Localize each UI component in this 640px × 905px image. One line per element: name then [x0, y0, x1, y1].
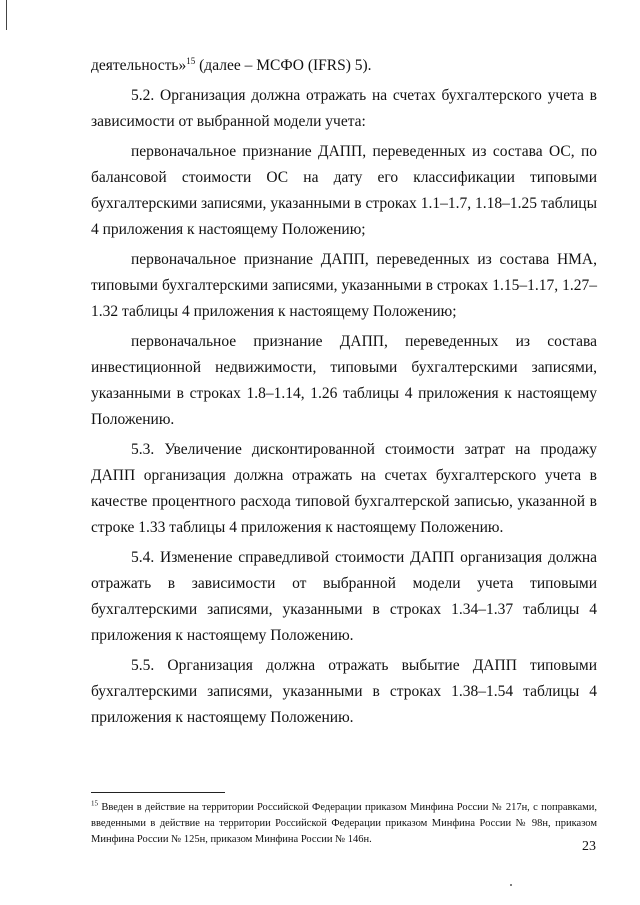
paragraph-item-nma: первоначальное признание ДАПП, переведенных из состава НМА, типовыми бухгалтерскими записями, указанными в строках 1.15–1.17, 1.27–1.32 таблицы 4 приложения к настоящему Положению;	[91, 251, 597, 320]
paragraph-continuation	[91, 53, 597, 79]
footnote	[91, 800, 597, 848]
scan-edge-mark	[6, 0, 7, 30]
scan-speck	[510, 884, 512, 886]
document-body	[91, 53, 597, 731]
continuation-text: деятельность»	[91, 57, 187, 74]
paragraph-item-os: первоначальное признание ДАПП, переведенных из состава ОС, по балансовой стоимости ОС на дату его классификации типовыми бухгалтерскими записями, указанными в строках 1.1–1.7, 1.18–1.25 таблицы 4 приложения к настоящему Положению;	[91, 143, 597, 238]
continuation-text-rest: (далее – МСФО (IFRS) 5).	[195, 57, 372, 74]
paragraph-5-2: 5.2. Организация должна отражать на счетах бухгалтерского учета в зависимости от выбранной модели учета:	[91, 87, 597, 130]
footnote-number: 15	[91, 799, 98, 808]
paragraph-5-3: 5.3. Увеличение дисконтированной стоимости затрат на продажу ДАПП организация должна отражать на счетах бухгалтерского учета в качестве процентного расхода типовой бухгалтерской записью, указанной в строке 1.33 таблицы 4 приложения к настоящему Положению.	[91, 441, 597, 536]
footnote-text: Введен в действие на территории Российской Федерации приказом Минфина России № 217н, с поправками, введенными в действие на территории Российской Федерации приказом Минфина России № 98н, приказом Минфина России № 125н, приказом Минфина России № 146н.	[91, 802, 597, 845]
footnote-divider	[91, 792, 225, 793]
footnote-reference[interactable]: 15	[186, 55, 196, 66]
paragraph-5-5: 5.5. Организация должна отражать выбытие ДАПП типовыми бухгалтерскими записями, указанными в строках 1.38–1.54 таблицы 4 приложения к настоящему Положению.	[91, 657, 597, 726]
paragraph-item-investment: первоначальное признание ДАПП, переведенных из состава инвестиционной недвижимости, типовыми бухгалтерскими записями, указанными в строках 1.8–1.14, 1.26 таблицы 4 приложения к настоящему Положению.	[91, 333, 597, 428]
paragraph-5-4: 5.4. Изменение справедливой стоимости ДАПП организация должна отражать в зависимости от выбранной модели учета типовыми бухгалтерскими записями, указанными в строках 1.34–1.37 таблицы 4 приложения к настоящему Положению.	[91, 549, 597, 644]
page-number: 23	[582, 839, 596, 854]
